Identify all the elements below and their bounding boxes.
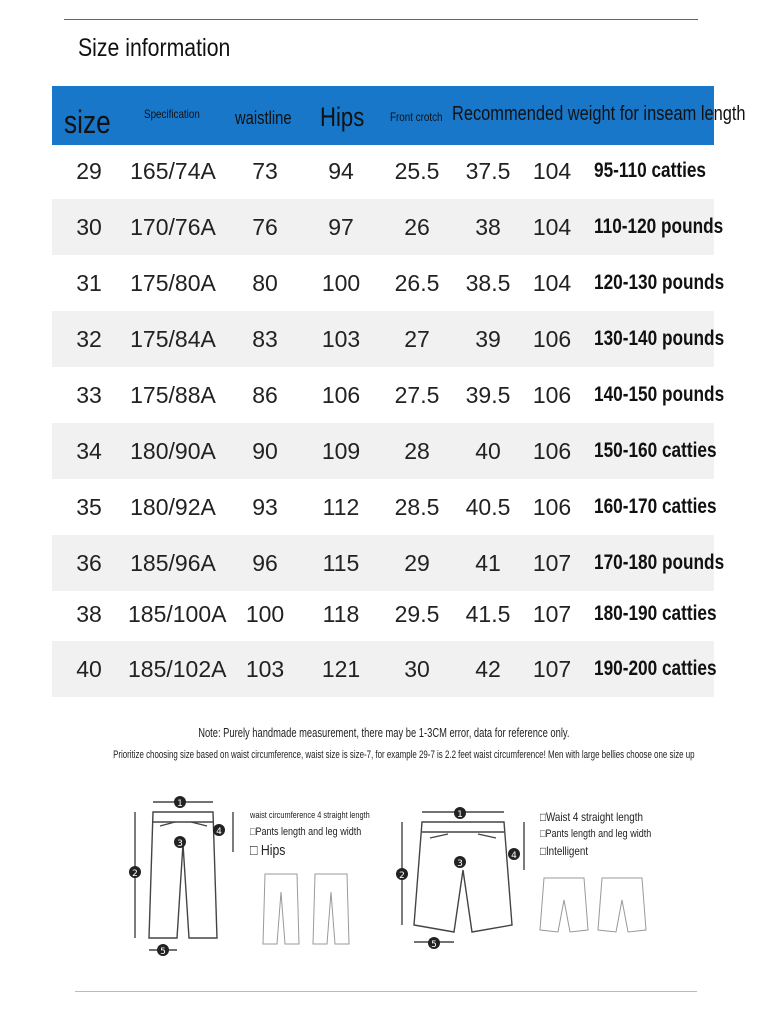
cell-leg-width: 41 <box>475 550 501 576</box>
marker-4-icon <box>213 824 225 837</box>
svg-text:5: 5 <box>431 940 437 950</box>
cell-waistline: 73 <box>252 158 278 184</box>
cell-waistline: 96 <box>252 550 278 576</box>
cell-recommended-weight: 180-190 catties <box>594 602 717 625</box>
shorts-marker-4-icon <box>508 848 520 861</box>
svg-text:3: 3 <box>177 839 183 849</box>
cell-recommended-weight: 140-150 pounds <box>594 383 725 406</box>
cell-specification: 185/102A <box>128 656 227 682</box>
cell-specification: 175/84A <box>130 326 216 352</box>
svg-text:2: 2 <box>399 871 405 881</box>
cell-recommended-weight: 190-200 catties <box>594 657 717 680</box>
cell-size: 31 <box>76 270 102 296</box>
svg-text:4: 4 <box>216 827 222 837</box>
measurement-note: Note: Purely handmade measurement, there may be 1-3CM error, data for reference only. <box>198 725 570 740</box>
cell-inseam: 104 <box>532 214 572 240</box>
trousers-sketch-front <box>263 874 299 944</box>
shorts-marker-2-icon <box>396 868 408 881</box>
cell-front-crotch: 26.5 <box>394 270 440 296</box>
shorts-markers <box>396 807 520 950</box>
cell-specification: 175/80A <box>130 270 216 296</box>
cell-waistline: 76 <box>252 214 278 240</box>
cell-inseam: 106 <box>532 382 572 408</box>
cell-leg-width: 40.5 <box>465 494 511 520</box>
header-size: size <box>64 104 111 140</box>
cell-leg-width: 41.5 <box>465 601 511 627</box>
cell-leg-width: 40 <box>475 438 501 464</box>
table-row <box>52 535 725 591</box>
cell-specification: 185/100A <box>128 601 227 627</box>
cell-leg-width: 37.5 <box>465 158 511 184</box>
header-specification: Specification <box>144 107 200 121</box>
cell-specification: 165/74A <box>130 158 216 184</box>
cell-recommended-weight: 95-110 catties <box>594 159 707 182</box>
cell-inseam: 106 <box>532 438 572 464</box>
cell-front-crotch: 29 <box>404 550 430 576</box>
trousers-legend-1: waist circumference 4 straight length <box>250 810 370 820</box>
shorts-legend <box>540 810 676 858</box>
table-row <box>52 586 717 642</box>
svg-text:3: 3 <box>457 859 463 869</box>
cell-inseam: 106 <box>532 326 572 352</box>
cell-inseam: 106 <box>532 494 572 520</box>
cell-inseam: 104 <box>532 270 572 296</box>
cell-hips: 94 <box>328 158 354 184</box>
cell-size: 30 <box>76 214 102 240</box>
cell-leg-width: 42 <box>475 656 501 682</box>
svg-text:1: 1 <box>177 799 183 809</box>
cell-specification: 180/92A <box>130 494 216 520</box>
cell-specification: 170/76A <box>130 214 216 240</box>
cell-hips: 106 <box>321 382 361 408</box>
cell-hips: 103 <box>321 326 361 352</box>
header-waistline: waistline <box>235 108 292 128</box>
trousers-legend-2: □Pants length and leg width <box>250 826 362 838</box>
shorts-legend-2: □Pants length and leg width <box>540 828 652 840</box>
cell-front-crotch: 28 <box>404 438 430 464</box>
table-row <box>52 641 717 697</box>
cell-front-crotch: 29.5 <box>394 601 440 627</box>
svg-text:5: 5 <box>160 947 166 957</box>
cell-waistline: 83 <box>252 326 278 352</box>
shorts-legend-1: □Waist 4 straight length <box>540 810 643 824</box>
header-front-crotch: Front crotch <box>390 110 443 124</box>
cell-inseam: 107 <box>532 656 572 682</box>
cell-size: 32 <box>76 326 102 352</box>
cell-waistline: 86 <box>252 382 278 408</box>
cell-specification: 180/90A <box>130 438 216 464</box>
cell-hips: 100 <box>321 270 361 296</box>
cell-size: 29 <box>76 158 102 184</box>
cell-recommended-weight: 110-120 pounds <box>594 215 724 238</box>
cell-size: 34 <box>76 438 102 464</box>
svg-text:4: 4 <box>511 851 517 861</box>
cell-recommended-weight: 150-160 catties <box>594 439 717 462</box>
header-recommended: Recommended weight for inseam length <box>452 103 746 125</box>
cell-waistline: 100 <box>245 601 285 627</box>
table-row <box>52 423 717 479</box>
marker-5-icon <box>157 944 169 957</box>
cell-recommended-weight: 120-130 pounds <box>594 271 725 294</box>
cell-specification: 175/88A <box>130 382 216 408</box>
cell-waistline: 93 <box>252 494 278 520</box>
table-row <box>52 367 725 423</box>
cell-waistline: 103 <box>245 656 285 682</box>
cell-front-crotch: 26 <box>404 214 430 240</box>
cell-leg-width: 39.5 <box>465 382 511 408</box>
cell-front-crotch: 27 <box>404 326 430 352</box>
cell-hips: 109 <box>321 438 361 464</box>
table-row <box>52 143 714 199</box>
bottom-divider <box>75 991 697 992</box>
cell-hips: 97 <box>328 214 354 240</box>
marker-1-icon <box>174 796 186 809</box>
svg-text:1: 1 <box>457 810 463 820</box>
cell-recommended-weight: 160-170 catties <box>594 495 717 518</box>
shorts-marker-1-icon <box>454 807 466 820</box>
cell-hips: 112 <box>322 494 360 520</box>
cell-leg-width: 38.5 <box>465 270 511 296</box>
svg-text:2: 2 <box>132 869 138 879</box>
shorts-marker-5-icon <box>428 937 440 950</box>
header-hips: Hips <box>320 102 365 132</box>
cell-size: 35 <box>76 494 102 520</box>
trousers-legend-3: □ Hips <box>250 842 286 859</box>
shorts-legend-3: □Intelligent <box>540 844 589 858</box>
table-row <box>52 311 725 367</box>
cell-waistline: 80 <box>252 270 278 296</box>
shorts-sketch-back <box>598 878 646 932</box>
cell-hips: 115 <box>322 550 360 576</box>
cell-size: 33 <box>76 382 102 408</box>
cell-front-crotch: 27.5 <box>394 382 440 408</box>
cell-inseam: 104 <box>532 158 572 184</box>
cell-hips: 118 <box>322 601 360 627</box>
cell-specification: 185/96A <box>130 550 216 576</box>
cell-inseam: 107 <box>532 550 572 576</box>
table-row <box>52 255 725 311</box>
table-row <box>52 479 717 535</box>
shorts-outline <box>414 822 512 932</box>
cell-recommended-weight: 130-140 pounds <box>594 327 725 350</box>
cell-recommended-weight: 170-180 pounds <box>594 551 725 574</box>
table-header <box>52 86 746 145</box>
shorts-marker-3-icon <box>454 856 466 869</box>
marker-3-icon <box>174 836 186 849</box>
marker-2-icon <box>129 866 141 879</box>
cell-front-crotch: 30 <box>404 656 430 682</box>
trousers-sketch-back <box>313 874 349 944</box>
cell-front-crotch: 28.5 <box>394 494 440 520</box>
cell-leg-width: 38 <box>475 214 501 240</box>
trousers-outline <box>149 812 217 938</box>
table-row <box>52 199 724 255</box>
cell-front-crotch: 25.5 <box>394 158 440 184</box>
top-divider <box>64 19 698 20</box>
shorts-sketch-front <box>540 878 588 932</box>
cell-hips: 121 <box>321 656 361 682</box>
waist-advice-note: Prioritize choosing size based on waist circumference, waist size is size-7, for example 29-7 is 2.2 feet waist circumference! Men with large bellies choose one size up <box>113 749 695 761</box>
cell-leg-width: 39 <box>475 326 501 352</box>
cell-size: 40 <box>76 656 102 682</box>
cell-inseam: 107 <box>532 601 572 627</box>
page-title: Size information <box>78 34 231 62</box>
cell-size: 36 <box>76 550 102 576</box>
trousers-legend <box>250 810 396 859</box>
cell-size: 38 <box>76 601 102 627</box>
cell-waistline: 90 <box>252 438 278 464</box>
